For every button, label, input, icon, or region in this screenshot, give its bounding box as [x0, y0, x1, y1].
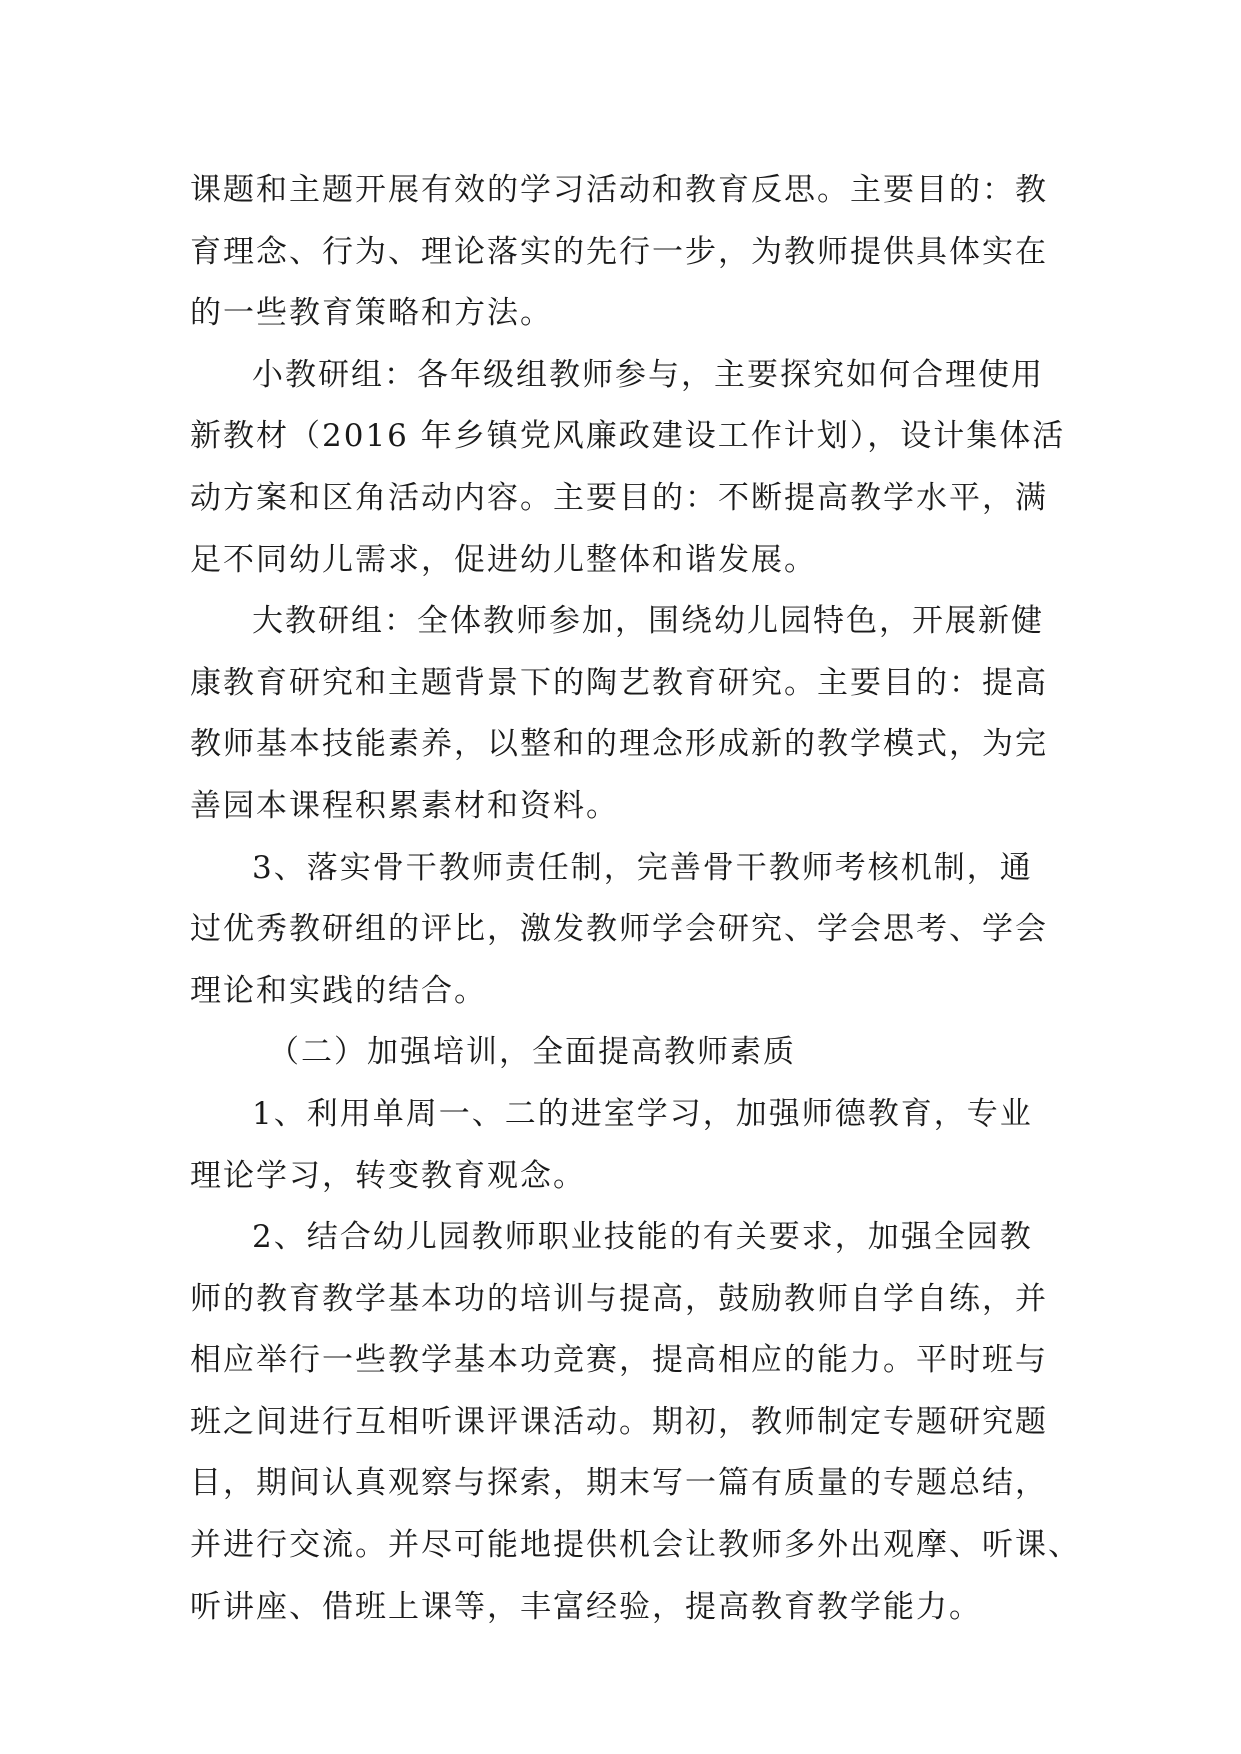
paragraph-start-line: 大教研组：全体教师参加，围绕幼儿园特色，开展新健 [252, 603, 1044, 640]
text-line: 新教材（2016 年乡镇党风廉政建设工作计划），设计集体活 [190, 418, 1066, 455]
section-heading: （二）加强培训，全面提高教师素质 [268, 1034, 796, 1071]
text-line: 目，期间认真观察与探索，期末写一篇有质量的专题总结， [190, 1465, 1048, 1502]
text-line: 相应举行一些教学基本功竞赛，提高相应的能力。平时班与 [190, 1342, 1048, 1379]
text-line: 康教育研究和主题背景下的陶艺教育研究。主要目的：提高 [190, 664, 1048, 701]
paragraph-start-line: 1、利用单周一、二的进室学习，加强师德教育，专业 [252, 1095, 1033, 1132]
text-line: 并进行交流。并尽可能地提供机会让教师多外出观摩、听课、 [190, 1527, 1081, 1564]
text-line: 班之间进行互相听课评课活动。期初，教师制定专题研究题 [190, 1403, 1048, 1440]
text-line: 理论和实践的结合。 [190, 972, 487, 1009]
text-line: 课题和主题开展有效的学习活动和教育反思。主要目的：教 [190, 172, 1048, 208]
text-line: 的一些教育策略和方法。 [190, 295, 553, 332]
text-line: 足不同幼儿需求，促进幼儿整体和谐发展。 [190, 541, 817, 578]
text-line: 师的教育教学基本功的培训与提高，鼓励教师自学自练，并 [190, 1280, 1048, 1317]
text-line: 听讲座、借班上课等，丰富经验，提高教育教学能力。 [190, 1588, 982, 1625]
text-line: 动方案和区角活动内容。主要目的：不断提高教学水平，满 [190, 479, 1048, 516]
paragraph-start-line: 2、结合幼儿园教师职业技能的有关要求，加强全园教 [252, 1219, 1033, 1256]
text-line: 理论学习，转变教育观念。 [190, 1157, 586, 1194]
body-text [190, 160, 1081, 1638]
text-line: 教师基本技能素养，以整和的理念形成新的教学模式，为完 [190, 726, 1048, 763]
text-line: 育理念、行为、理论落实的先行一步，为教师提供具体实在 [190, 233, 1048, 270]
text-line: 善园本课程积累素材和资料。 [190, 787, 619, 824]
paragraph-start-line: 小教研组：各年级组教师参与，主要探究如何合理使用 [252, 356, 1044, 393]
paragraph-start-line: 3、落实骨干教师责任制，完善骨干教师考核机制，通 [252, 849, 1033, 886]
text-line: 过优秀教研组的评比，激发教师学会研究、学会思考、学会 [190, 911, 1048, 948]
